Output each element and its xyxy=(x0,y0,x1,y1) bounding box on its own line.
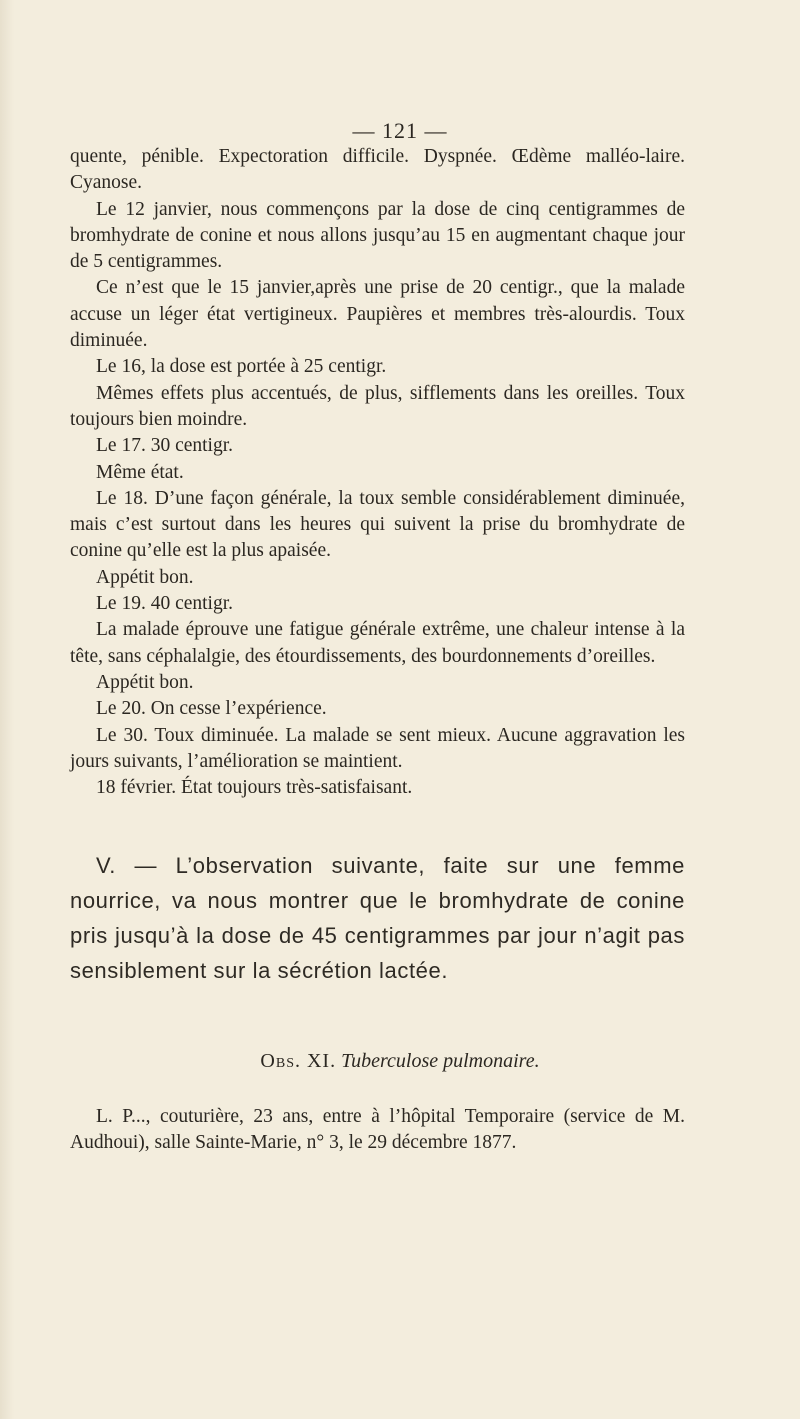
page-number: — 121 — xyxy=(352,118,448,143)
paragraph: 18 février. État toujours très-satisfaisant. xyxy=(96,777,413,799)
paragraph: Le 30. Toux diminuée. La malade se sent mieux. Aucune aggravation les jours suivants, l’amélioration se maintient. xyxy=(70,724,685,772)
paragraph: Même état. xyxy=(96,461,184,483)
paragraph: Le 20. On cesse l’expérience. xyxy=(96,698,327,720)
section-v xyxy=(70,848,685,988)
paragraph: Le 18. D’une façon générale, la toux semble considérablement diminuée, mais c’est surtout dans les heures qui suivent la prise du bromhydrate de conine qu’elle est la plus apaisée. xyxy=(70,487,685,562)
paragraph: Appétit bon. xyxy=(96,671,194,693)
paragraph: Le 19. 40 centigr. xyxy=(96,593,234,615)
section-v-text: V. — L’observation suivante, faite sur une femme nourrice, va nous montrer que le bromhydrate de conine pris jusqu’à la dose de 45 centigrammes par jour n’agit pas sensiblement sur la sécrétion lactée. xyxy=(70,853,685,983)
clinical-notes xyxy=(70,144,685,801)
paragraph: Ce n’est que le 15 janvier,après une prise de 20 centigr., que la malade accuse un léger état vertigineux. Paupières et membres très-alourdis. Toux diminuée. xyxy=(70,277,685,352)
paragraph: Appétit bon. xyxy=(96,566,194,588)
paragraph: Le 17. 30 centigr. xyxy=(96,435,234,457)
case-description xyxy=(70,1104,685,1157)
observation-heading xyxy=(0,1050,800,1073)
paragraph: Le 12 janvier, nous commençons par la dose de cinq centigrammes de bromhydrate de conine et nous allons jusqu’au 15 en augmentant chaque jour de 5 centigrammes. xyxy=(70,198,685,273)
observation-label: Obs. XI. xyxy=(260,1050,337,1072)
paragraph: L. P..., couturière, 23 ans, entre à l’hôpital Temporaire (service de M. Audhoui), salle Sainte-Marie, n° 3, le 29 décembre 1877. xyxy=(70,1106,685,1154)
paragraph: Mêmes effets plus accentués, de plus, sifflements dans les oreilles. Toux toujours bien moindre. xyxy=(70,382,685,430)
observation-title: Tuberculose pulmonaire. xyxy=(341,1050,540,1072)
paragraph: quente, pénible. Expectoration difficile. Dyspnée. Œdème malléo-laire. Cyanose. xyxy=(70,146,685,194)
paragraph: La malade éprouve une fatigue générale extrême, une chaleur intense à la tête, sans céphalalgie, des étourdissements, des bourdonnements d’oreilles. xyxy=(70,619,685,667)
paragraph: Le 16, la dose est portée à 25 centigr. xyxy=(96,356,387,378)
